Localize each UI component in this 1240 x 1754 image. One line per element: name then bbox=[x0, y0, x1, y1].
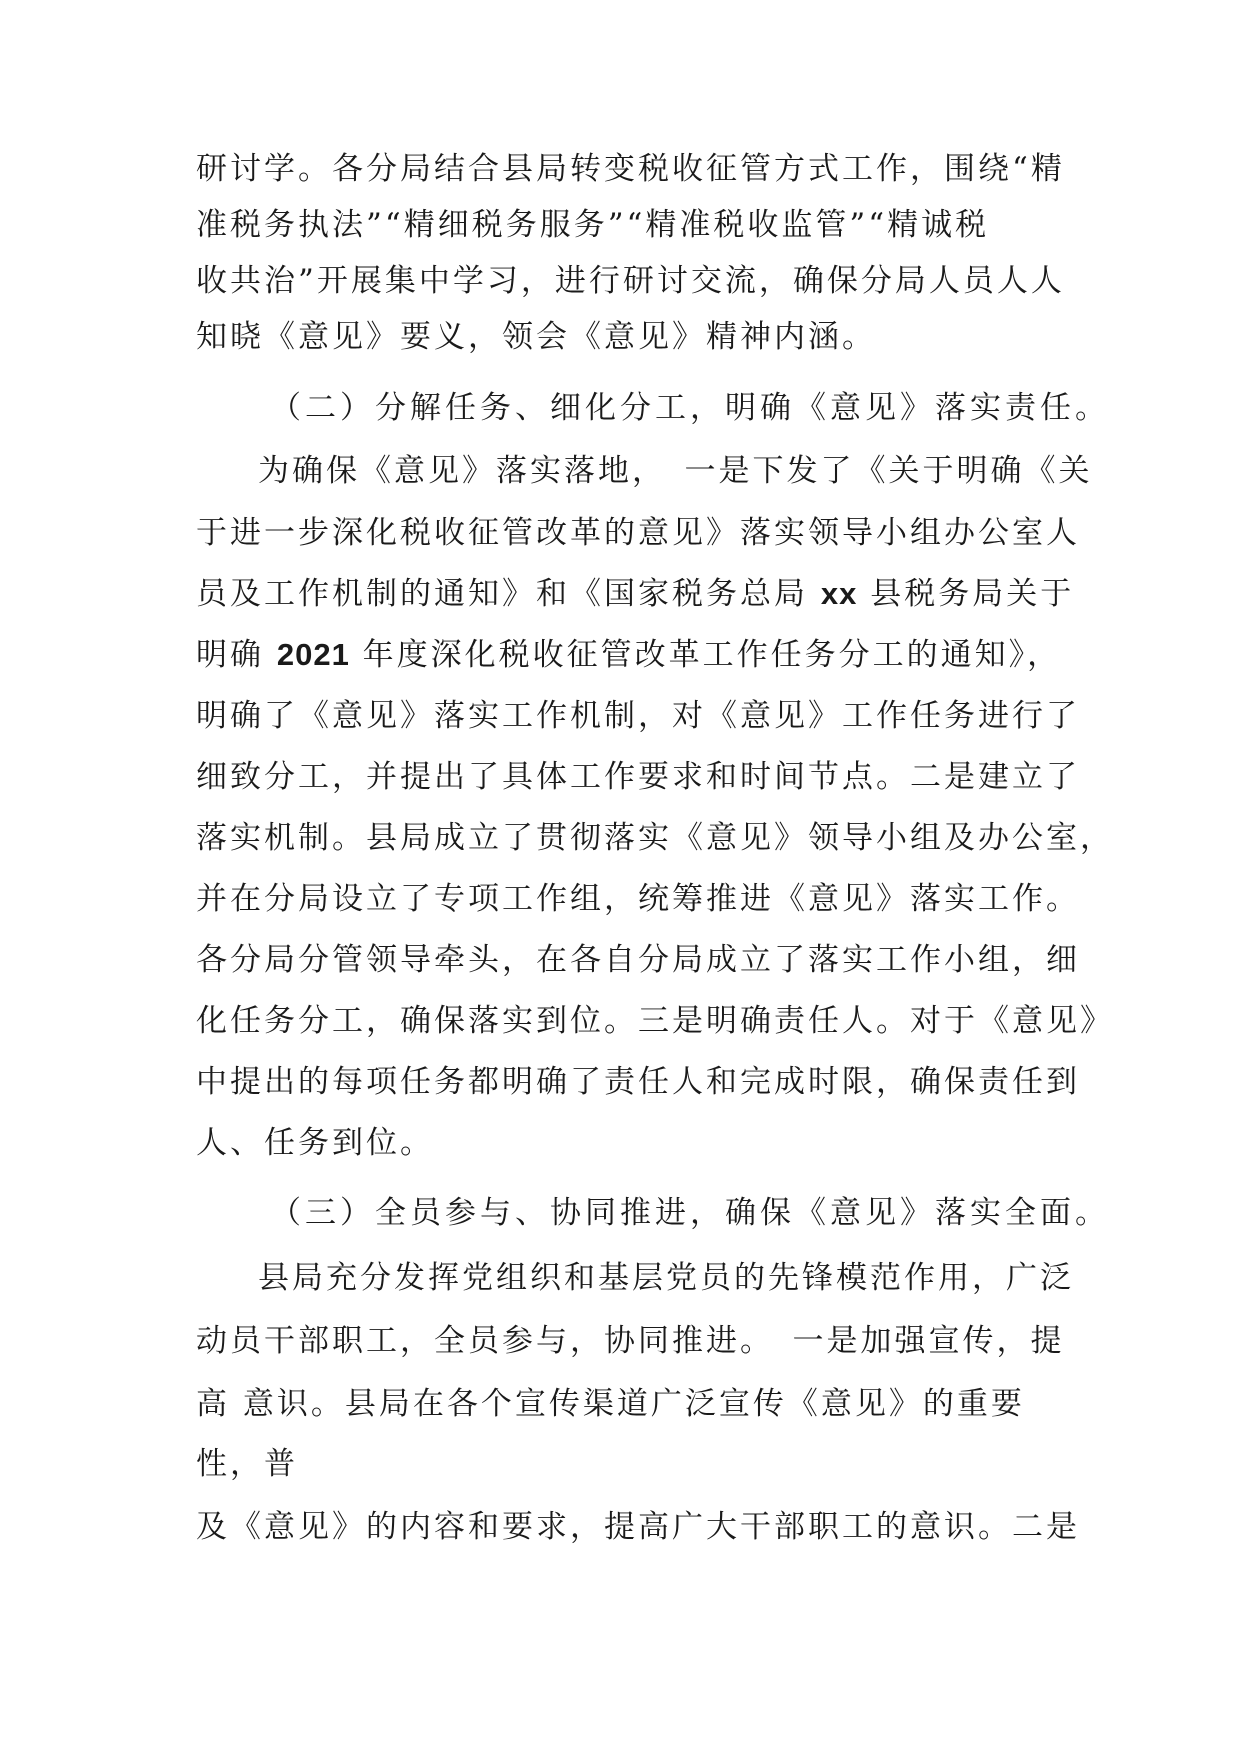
paragraph-line: 收共治”开展集中学习，进行研讨交流，确保分局人员人人 bbox=[196, 263, 1065, 299]
paragraph-line: 高 意识。县局在各个宣传渠道广泛宣传《意见》的重要 bbox=[196, 1386, 1025, 1422]
text-run: 明确 bbox=[196, 637, 277, 673]
paragraph-line: 落实机制。县局成立了贯彻落实《意见》领导小组及办公室， bbox=[196, 820, 1114, 856]
paragraph-line: 及《意见》的内容和要求，提高广大干部职工的意识。二是 bbox=[196, 1509, 1080, 1545]
paragraph-line: 并在分局设立了专项工作组，统筹推进《意见》落实工作。 bbox=[196, 881, 1080, 917]
paragraph-line: 化任务分工，确保落实到位。三是明确责任人。对于《意见》 bbox=[196, 1003, 1114, 1039]
bold-run: xx bbox=[820, 576, 858, 611]
paragraph-line: 动员干部职工，全员参与，协同推进。 一是加强宣传，提 bbox=[196, 1323, 1065, 1359]
paragraph-line: 于进一步深化税收征管改革的意见》落实领导小组办公室人 bbox=[196, 515, 1080, 551]
paragraph-line: 为确保《意见》落实落地， 一是下发了《关于明确《关 bbox=[258, 453, 1093, 489]
paragraph-line bbox=[196, 571, 1075, 617]
text-run: 县税务局关于 bbox=[857, 576, 1075, 612]
text-run: 员及工作机制的通知》和《国家税务总局 bbox=[196, 576, 821, 612]
bold-run: 2021 bbox=[276, 637, 350, 672]
paragraph-line: 研讨学。各分局结合县局转变税收征管方式工作，围绕“精 bbox=[196, 151, 1065, 187]
paragraph-line: 明确了《意见》落实工作机制，对《意见》工作任务进行了 bbox=[196, 698, 1080, 734]
paragraph-line: 各分局分管领导牵头，在各自分局成立了落实工作小组，细 bbox=[196, 942, 1080, 978]
paragraph-line: 中提出的每项任务都明确了责任人和完成时限，确保责任到 bbox=[196, 1064, 1080, 1100]
paragraph-line: 知晓《意见》要义，领会《意见》精神内涵。 bbox=[196, 319, 876, 355]
paragraph-line: 县局充分发挥党组织和基层党员的先锋模范作用，广泛 bbox=[258, 1260, 1074, 1296]
paragraph-line: 性，普 bbox=[196, 1446, 298, 1482]
paragraph-line: 细致分工，并提出了具体工作要求和时间节点。二是建立了 bbox=[196, 759, 1080, 795]
paragraph-line: 人、任务到位。 bbox=[196, 1125, 434, 1161]
paragraph-line bbox=[196, 632, 1062, 678]
paragraph-line: 准税务执法”“精细税务服务”“精准税收监管”“精诚税 bbox=[196, 207, 990, 243]
section-heading-2: （二）分解任务、细化分工，明确《意见》落实责任。 bbox=[270, 390, 1110, 426]
text-run: 年度深化税收征管改革工作任务分工的通知》， bbox=[349, 637, 1062, 673]
section-heading-3: （三）全员参与、协同推进，确保《意见》落实全面。 bbox=[270, 1195, 1110, 1231]
